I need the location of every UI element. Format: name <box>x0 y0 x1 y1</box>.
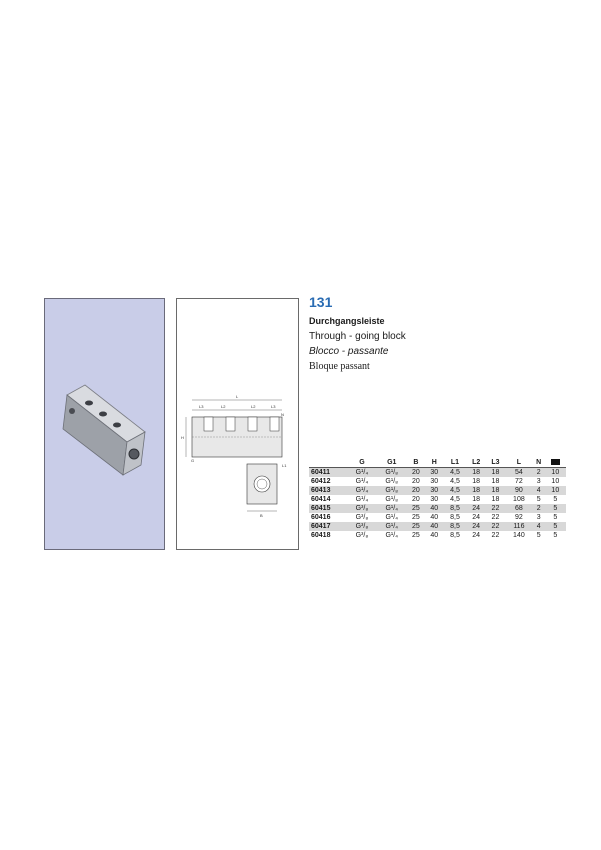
page-number: 131 <box>309 294 333 310</box>
cell-l: 92 <box>515 514 523 521</box>
table-row <box>309 504 566 513</box>
product-photo <box>45 299 166 551</box>
cell-g: G¹/₄ <box>355 478 369 485</box>
cell-pack: 5 <box>545 504 566 513</box>
cell-l: 54 <box>505 468 533 478</box>
header-h: H <box>431 458 437 466</box>
header-pack <box>545 457 566 468</box>
cell-pack: 5 <box>553 532 558 539</box>
cell-l: 116 <box>505 522 533 531</box>
dim-label-l3-left: L3 <box>199 404 204 409</box>
cell-n: 2 <box>533 504 545 513</box>
cell-l1: 4,5 <box>444 486 467 495</box>
cell-l: 90 <box>505 486 533 495</box>
cell-pack: 10 <box>545 468 566 478</box>
cell-l2: 18 <box>472 478 481 485</box>
header-l: L <box>516 458 522 466</box>
cell-g: G¹/₄ <box>347 468 377 478</box>
cell-code: 60413 <box>309 486 347 495</box>
cell-n: 4 <box>533 522 545 531</box>
cell-l2: 18 <box>472 496 481 503</box>
cell-h: 40 <box>425 522 443 531</box>
technical-drawing-panel <box>176 298 299 550</box>
cell-l2: 18 <box>467 486 486 495</box>
product-photo-panel <box>44 298 165 550</box>
cell-n: 3 <box>536 514 541 521</box>
header-l2: L2 <box>472 458 481 466</box>
cell-b: 25 <box>407 504 425 513</box>
cell-b: 25 <box>407 522 425 531</box>
cell-l1: 8,5 <box>450 532 460 539</box>
table-row <box>309 477 566 486</box>
cell-code: 60417 <box>309 522 347 531</box>
cell-g1: G¹/₄ <box>377 522 407 531</box>
cell-l1: 8,5 <box>450 514 460 521</box>
cell-code: 60414 <box>311 496 331 503</box>
cell-pack: 10 <box>551 478 560 485</box>
header-b: B <box>413 458 419 466</box>
cell-l2: 24 <box>467 504 486 513</box>
product-title-spanish: Bloque passant <box>309 361 370 372</box>
cell-code: 60411 <box>309 468 347 478</box>
cell-l3: 18 <box>486 486 505 495</box>
cell-h: 30 <box>425 486 443 495</box>
cell-g: G³/₈ <box>355 532 369 539</box>
product-title-italian: Blocco - passante <box>309 346 389 357</box>
dim-label-n: N <box>281 412 284 417</box>
dim-label-l2-left: L2 <box>221 404 226 409</box>
table-row <box>309 513 566 522</box>
table-row <box>309 468 566 478</box>
cell-code: 60412 <box>311 478 331 485</box>
cell-h: 30 <box>430 478 439 485</box>
cell-l3: 22 <box>486 522 505 531</box>
dim-label-l1: L1 <box>282 463 287 468</box>
cell-l1: 8,5 <box>444 522 467 531</box>
table-row <box>309 522 566 531</box>
table-row <box>309 531 566 540</box>
cell-h: 30 <box>430 496 439 503</box>
table-row <box>309 486 566 495</box>
cell-pack: 5 <box>553 496 558 503</box>
dim-label-h: H <box>181 435 184 440</box>
cell-h: 40 <box>430 514 439 521</box>
table-header-row <box>309 457 566 468</box>
cell-n: 5 <box>536 496 541 503</box>
cell-l2: 24 <box>472 532 481 539</box>
header-code <box>309 457 347 468</box>
header-g: G <box>359 458 365 466</box>
cell-l3: 22 <box>491 514 500 521</box>
cell-g1: G¹/₄ <box>385 532 399 539</box>
cell-g: G¹/₄ <box>355 496 369 503</box>
cell-l: 68 <box>505 504 533 513</box>
cell-l1: 4,5 <box>450 496 460 503</box>
cell-code: 60418 <box>311 532 331 539</box>
cell-l3: 18 <box>486 468 505 478</box>
cell-l: 140 <box>513 532 525 539</box>
cell-l3: 18 <box>491 478 500 485</box>
cell-b: 20 <box>411 496 420 503</box>
cell-l: 72 <box>515 478 523 485</box>
header-l1: L1 <box>450 458 460 466</box>
cell-b: 25 <box>411 514 420 521</box>
cell-g: G³/₈ <box>355 514 369 521</box>
cell-pack: 5 <box>545 522 566 531</box>
technical-drawing <box>177 299 300 551</box>
cell-l3: 18 <box>491 496 500 503</box>
cell-l1: 4,5 <box>450 478 460 485</box>
cell-l1: 4,5 <box>444 468 467 478</box>
dim-label-l3-right: L3 <box>271 404 276 409</box>
cell-h: 40 <box>425 504 443 513</box>
cell-g1: G¹/₄ <box>377 504 407 513</box>
header-n: N <box>536 458 542 466</box>
cell-g1: G¹/₈ <box>377 468 407 478</box>
product-title-english: Through - going block <box>309 331 406 342</box>
cell-l2: 18 <box>467 468 486 478</box>
cell-l2: 24 <box>467 522 486 531</box>
product-title-german: Durchgangsleiste <box>309 316 385 326</box>
header-g1: G1 <box>387 458 397 466</box>
header-l3: L3 <box>491 458 500 466</box>
cell-l2: 24 <box>472 514 481 521</box>
dim-label-b: B <box>260 513 263 518</box>
cell-g1: G¹/₈ <box>377 486 407 495</box>
cell-l3: 22 <box>486 504 505 513</box>
cell-n: 3 <box>536 478 541 485</box>
dim-label-l: L <box>236 394 239 399</box>
cell-g1: G¹/₈ <box>385 478 399 485</box>
cell-l: 108 <box>513 496 525 503</box>
cell-g: G³/₈ <box>347 522 377 531</box>
cell-pack: 10 <box>545 486 566 495</box>
package-icon <box>551 459 560 465</box>
cell-n: 5 <box>536 532 541 539</box>
cell-g: G³/₈ <box>347 504 377 513</box>
table-row <box>309 495 566 504</box>
cell-code: 60416 <box>311 514 331 521</box>
cell-g: G¹/₄ <box>347 486 377 495</box>
cell-n: 4 <box>533 486 545 495</box>
dim-label-g: G <box>191 458 195 463</box>
cell-l3: 22 <box>491 532 500 539</box>
cell-pack: 5 <box>553 514 558 521</box>
cell-code: 60415 <box>309 504 347 513</box>
cell-n: 2 <box>533 468 545 478</box>
cell-g1: G¹/₈ <box>385 496 399 503</box>
cell-b: 25 <box>411 532 420 539</box>
cell-h: 40 <box>430 532 439 539</box>
cell-b: 20 <box>411 478 420 485</box>
cell-g1: G¹/₄ <box>385 514 399 521</box>
cell-l1: 8,5 <box>444 504 467 513</box>
cell-b: 20 <box>407 468 425 478</box>
dim-label-l2-right: L2 <box>251 404 256 409</box>
cell-b: 20 <box>407 486 425 495</box>
cell-h: 30 <box>425 468 443 478</box>
specification-table <box>309 457 566 540</box>
